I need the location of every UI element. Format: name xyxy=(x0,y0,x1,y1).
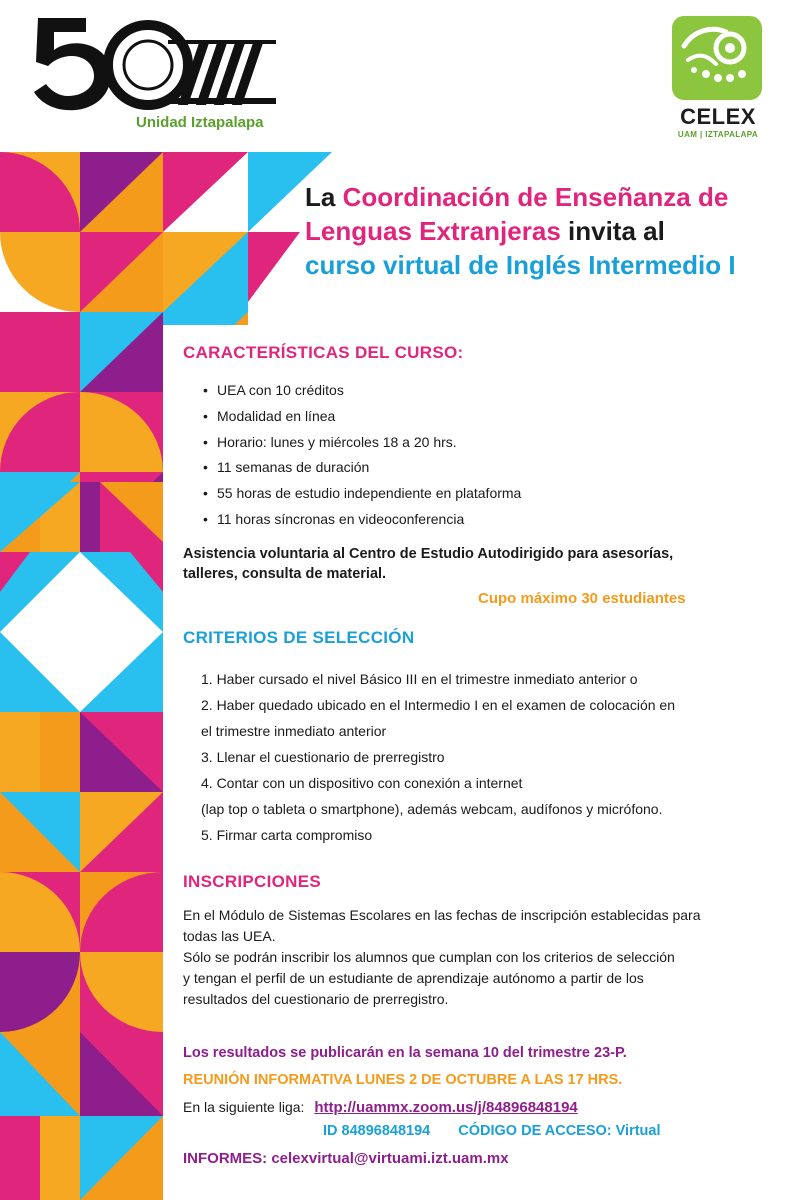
registration-line: todas las UEA. xyxy=(183,928,276,944)
list-item: • 55 horas de estudio independiente en plataforma xyxy=(203,481,521,507)
zoom-link-label: En la siguiente liga: xyxy=(183,1099,305,1115)
capacity-note: Cupo máximo 30 estudiantes xyxy=(478,590,686,607)
meeting-access-code: CÓDIGO DE ACCESO: Virtual xyxy=(458,1123,661,1139)
headline-course: curso virtual de Inglés Intermedio I xyxy=(305,250,736,280)
list-item: • Horario: lunes y miércoles 18 a 20 hrs. xyxy=(203,430,521,456)
zoom-link[interactable]: http://uammx.zoom.us/j/84896848194 xyxy=(314,1099,578,1116)
celex-emblem-icon xyxy=(672,16,762,100)
list-item: el trimestre inmediato anterior xyxy=(201,723,387,739)
zoom-link-row xyxy=(183,1097,743,1118)
characteristics-list xyxy=(203,378,521,533)
uam-50-logo xyxy=(28,10,278,131)
list-item: (lap top o tableta o smartphone), además webcam, audífonos y micrófono. xyxy=(201,801,663,817)
meeting-id: ID 84896848194 xyxy=(323,1123,431,1139)
list-item: 2. Haber quedado ubicado en el Intermedio I en el examen de colocación en xyxy=(201,697,675,713)
celex-wordmark: CELEX xyxy=(680,104,756,129)
celex-logo xyxy=(672,16,764,146)
registration-line: Sólo se podrán inscribir los alumnos que cumplan con los criterios de selección xyxy=(183,949,675,965)
list-item: 3. Llenar el cuestionario de prerregistro xyxy=(201,749,445,765)
info-meeting-note: REUNIÓN INFORMATIVA LUNES 2 DE OCTUBRE A LAS 17 HRS. xyxy=(183,1072,623,1088)
registration-line: resultados del cuestionario de prerregistro. xyxy=(183,991,449,1007)
contact-email[interactable]: INFORMES: celexvirtual@virtuami.izt.uam.mx xyxy=(183,1150,509,1167)
list-item: • Modalidad en línea xyxy=(203,404,521,430)
uam-50-mark-icon xyxy=(28,10,278,115)
support-note-line-1: Asistencia voluntaria al Centro de Estudio Autodirigido para asesorías, xyxy=(183,546,674,562)
registration-title: INSCRIPCIONES xyxy=(183,872,322,891)
support-note xyxy=(183,544,743,584)
characteristics-title: CARACTERÍSTICAS DEL CURSO: xyxy=(183,343,464,362)
list-item: 4. Contar con un dispositivo con conexión a internet xyxy=(201,775,523,791)
headline-part-1: La xyxy=(305,182,343,212)
list-item: • 11 semanas de duración xyxy=(203,455,521,481)
results-note: Los resultados se publicarán en la semana 10 del trimestre 23-P. xyxy=(183,1045,627,1061)
registration-line: y tengan el perfil de un estudiante de aprendizaje autónomo a partir de los xyxy=(183,970,644,986)
list-item: • 11 horas síncronas en videoconferencia xyxy=(203,507,521,533)
support-note-line-2: talleres, consulta de material. xyxy=(183,566,387,582)
selection-criteria-list xyxy=(201,666,675,848)
course-info-panel xyxy=(163,325,800,1200)
invitation-headline xyxy=(305,180,785,282)
selection-criteria-title: CRITERIOS DE SELECCIÓN xyxy=(183,628,415,647)
registration-text xyxy=(183,905,763,1010)
uam-unit-label: Unidad Iztapalapa xyxy=(136,114,264,131)
list-item: • UEA con 10 créditos xyxy=(203,378,521,404)
meeting-credentials xyxy=(323,1123,661,1139)
registration-line: En el Módulo de Sistemas Escolares en las fechas de inscripción establecidas para xyxy=(183,907,701,923)
list-item: 1. Haber cursado el nivel Básico III en el trimestre inmediato anterior o xyxy=(201,671,638,687)
celex-subtitle: UAM | IZTAPALAPA xyxy=(677,130,759,139)
headline-coordination: Coordinación de Enseñanza de xyxy=(342,182,729,212)
headline-languages: Lenguas Extranjeras xyxy=(305,216,561,246)
headline-invites: invita al xyxy=(560,216,665,246)
list-item: 5. Firmar carta compromiso xyxy=(201,827,373,843)
